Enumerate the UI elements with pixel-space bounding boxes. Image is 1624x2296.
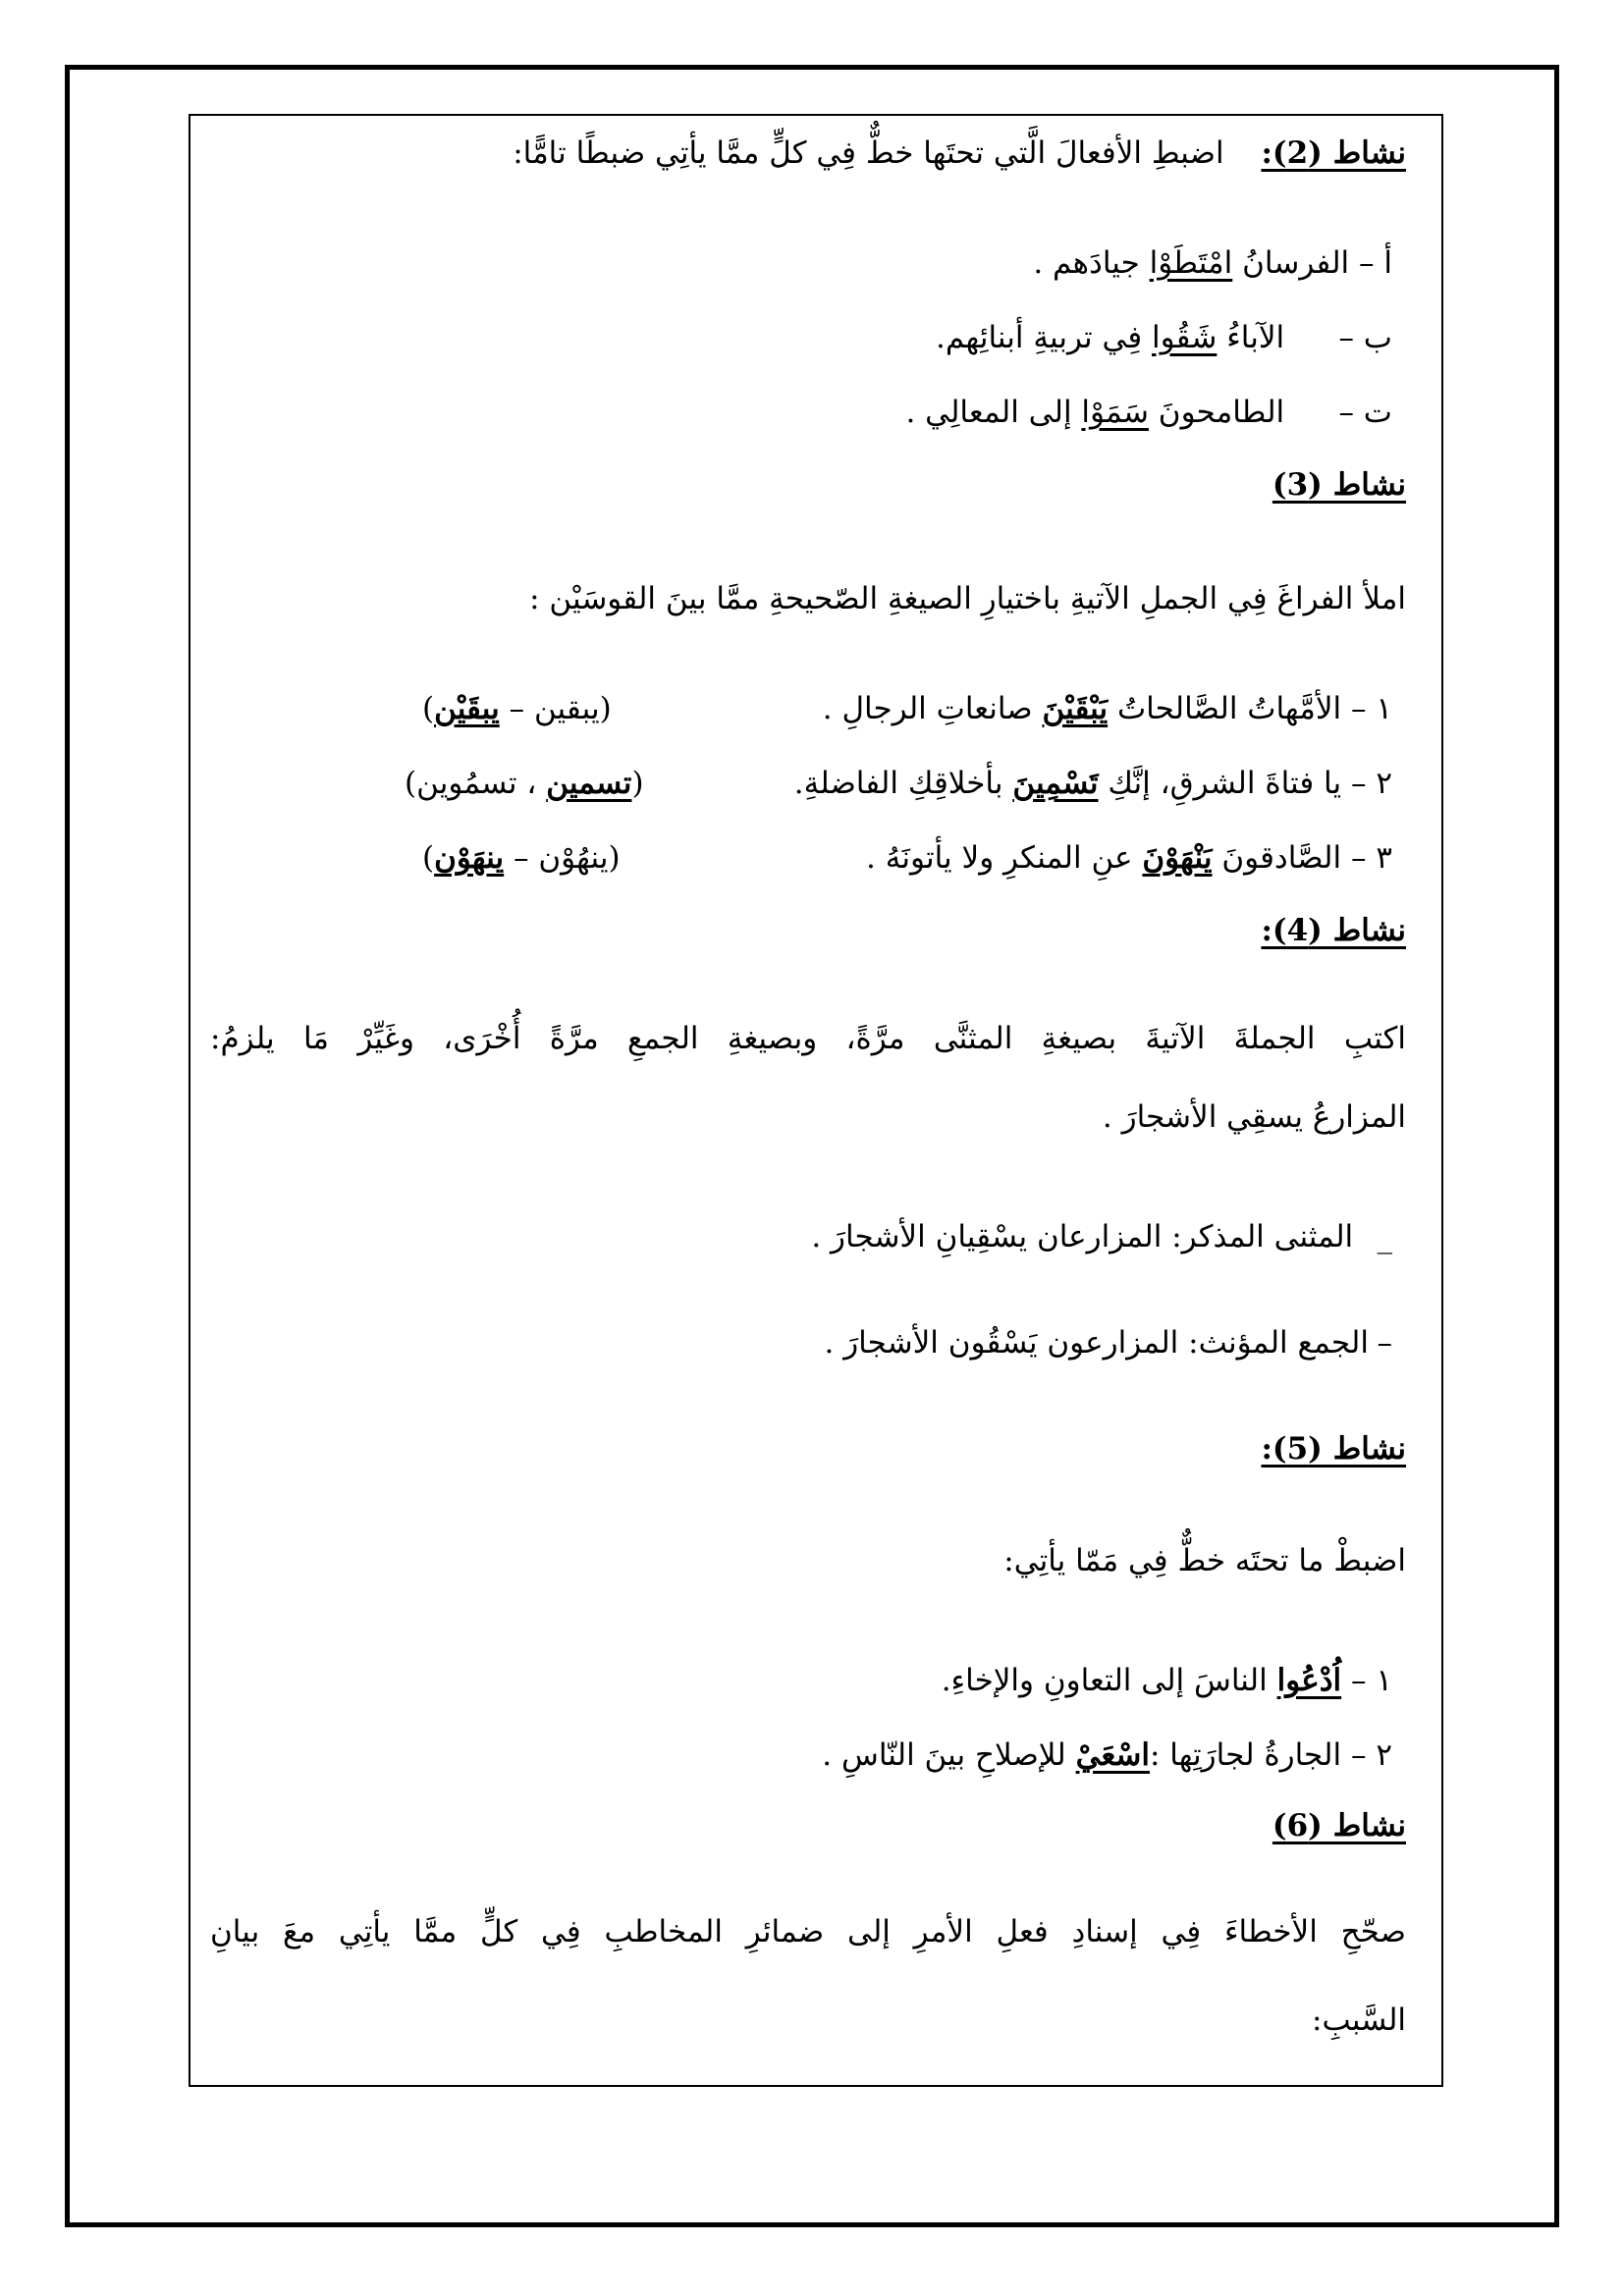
- item-text-before: الآباءُ: [1217, 320, 1285, 355]
- item-marker: _: [1377, 1219, 1392, 1255]
- option-separator: –: [504, 840, 539, 876]
- item-text-before: الصَّادقونَ: [1212, 840, 1342, 876]
- item-text-after: للإصلاحِ بينَ النّاسِ .: [822, 1737, 1076, 1773]
- paren: ): [405, 766, 417, 801]
- activity2-item-2: [936, 316, 1392, 359]
- target-verb: اُدْعُوا: [1276, 1663, 1342, 1698]
- target-verb: امْتَطَوْا: [1149, 245, 1233, 281]
- answer-word: تَسْمِينَ: [1012, 766, 1099, 801]
- option-b: تسمُوين: [416, 766, 517, 801]
- item-marker: أ –: [1359, 245, 1392, 281]
- activity3-instruction: املأ الفراغَ فِي الجملِ الآتيةِ باختيارِ الصيغةِ الصّحيحةِ ممَّا بينَ القوسَيْن :: [529, 581, 1406, 616]
- item-text-after: عنِ المنكرِ ولا يأتونَهُ .: [866, 840, 1143, 876]
- activity3-item-2: [794, 762, 1392, 805]
- paren: ): [422, 691, 435, 726]
- item-text-before: الجارةُ لجارَتِها :: [1150, 1737, 1342, 1773]
- target-verb: اسْعَيْ: [1075, 1737, 1150, 1773]
- option-separator: –: [499, 691, 534, 726]
- option-a: ينهُوْن: [538, 840, 609, 876]
- option-a: يبقين: [533, 691, 600, 726]
- answer-word: يَنْهَوْنَ: [1142, 840, 1213, 876]
- dual-answer: المثنى المذكر: المزارعان يسْقِيانِ الأشجارَ .: [811, 1219, 1354, 1255]
- item-text-before: الفرسانُ: [1232, 245, 1350, 281]
- activity4-instruction: اكتبِ الجملةَ الآتيةَ بصيغةِ المثنَّى مرَّةً، وبصيغةِ الجمعِ مرَّةً أُخْرَى، وغَيِّرْ مَا يلزمُ:: [210, 1021, 1406, 1056]
- option-a-correct: تسمين: [546, 766, 632, 801]
- item-marker: ١ –: [1350, 1663, 1392, 1698]
- activity6-instruction-line2: السَّببِ:: [1312, 2002, 1406, 2038]
- item-text-after: جيادَهم .: [1033, 245, 1150, 281]
- activity6-instruction-line1: صحّحِ الأخطاءَ فِي إسنادِ فعلِ الأمرِ إلى ضمائرِ المخاطبِ فِي كلٍّ ممَّا يأتِي معَ بيانِ: [210, 1914, 1406, 1949]
- item-text-before: الطامحونَ: [1148, 395, 1285, 430]
- activity6-heading: نشاط (6): [1272, 1808, 1406, 1843]
- item-marker: –: [1377, 1325, 1392, 1361]
- activity3-item-1: [823, 687, 1392, 730]
- item-text-after: الناسَ إلى التعاونِ والإخاءِ.: [941, 1663, 1277, 1698]
- option-b-correct: يبقَيْن: [434, 691, 500, 726]
- activity2-heading: نشاط (2):: [1261, 135, 1406, 171]
- activity5-item-2: [822, 1734, 1392, 1777]
- item-text-before: الأمَّهاتُ الصَّالحاتُ: [1108, 691, 1342, 726]
- activity5-heading: نشاط (5):: [1261, 1431, 1406, 1467]
- item-marker: ٢ –: [1350, 1737, 1392, 1773]
- item-text-after: إلى المعالِي .: [905, 395, 1082, 430]
- activity3-options-2: [405, 762, 644, 805]
- target-verb: شَقُوا: [1152, 320, 1218, 355]
- item-text-before: يا فتاةَ الشرقِ، إنَّكِ: [1098, 766, 1342, 801]
- plural-answer: الجمع المؤنث: المزارعون يَسْقُون الأشجارَ .: [824, 1325, 1369, 1361]
- item-text-after: فِي تربيةِ أبنائِهم.: [936, 320, 1153, 355]
- activity4-plural-line: [824, 1321, 1392, 1364]
- activity4-heading: نشاط (4):: [1261, 913, 1406, 948]
- activity2-item-3: [905, 391, 1392, 434]
- option-separator: ،: [516, 766, 547, 801]
- item-marker: ت –: [1338, 395, 1392, 430]
- activity4-dual-line: [811, 1215, 1392, 1258]
- item-text-after: بأخلاقِكِ الفاضلةِ.: [793, 766, 1013, 801]
- item-marker: ١ –: [1350, 691, 1392, 726]
- paren: (: [599, 691, 612, 726]
- activity3-options-3: [422, 836, 621, 880]
- activity3-options-1: [422, 687, 612, 730]
- activity5-instruction: اضبطْ ما تحتَه خطٌّ فِي مَمّا يأتِي:: [1003, 1543, 1406, 1578]
- activity3-item-3: [866, 836, 1392, 880]
- answer-word: يَبْقَيْنَ: [1042, 691, 1109, 726]
- activity2-instruction: اضبطِ الأفعالَ الَّتي تحتَها خطٌّ فِي كلٍّ ممَّا يأتِي ضبطًا تامًّا:: [513, 135, 1224, 171]
- item-marker: ٢ –: [1350, 766, 1392, 801]
- activity2-heading-line: [513, 132, 1406, 175]
- activity3-heading: نشاط (3): [1272, 467, 1406, 503]
- activity5-item-1: [942, 1659, 1392, 1702]
- item-text-after: صانعاتِ الرجالِ .: [822, 691, 1043, 726]
- activity2-item-1: [1033, 241, 1392, 285]
- paren: (: [631, 766, 644, 801]
- item-marker: ب –: [1338, 320, 1392, 355]
- paren: (: [608, 840, 621, 876]
- activity4-sentence: المزارعُ يسقِي الأشجارَ .: [1102, 1099, 1406, 1135]
- item-marker: ٣ –: [1350, 840, 1392, 876]
- option-b-correct: ينهَوْن: [434, 840, 505, 876]
- paren: ): [422, 840, 435, 876]
- target-verb: سَمَوْا: [1081, 395, 1149, 430]
